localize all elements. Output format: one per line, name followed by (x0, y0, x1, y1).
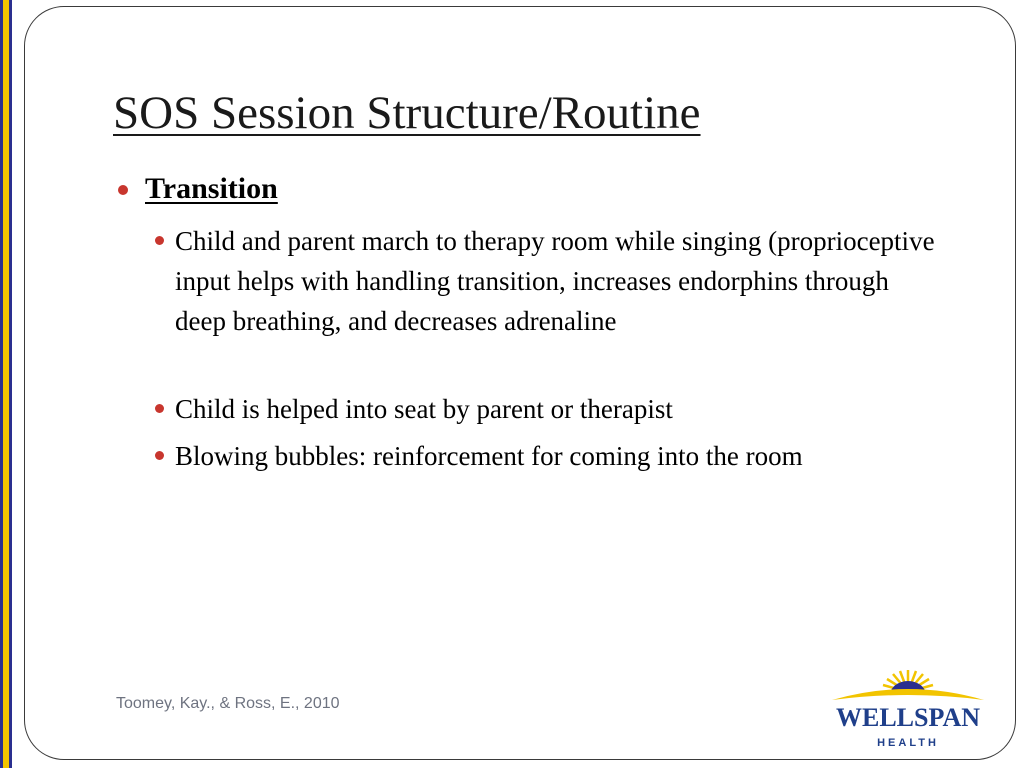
logo-name-text: WELLSPAN (836, 703, 980, 732)
sub-bullet-2 (175, 389, 935, 429)
footer-citation: Toomey, Kay., & Ross, E., 2010 (116, 695, 340, 712)
bullet-heading-text: Transition (145, 172, 278, 205)
logo-sub-text: HEALTH (877, 737, 939, 749)
slide-title: SOS Session Structure/Routine (113, 87, 701, 139)
sub-bullet-1 (175, 221, 935, 341)
sub-bullet-text: Blowing bubbles: reinforcement for coming into the room (175, 441, 803, 471)
sub-bullet-text: Child is helped into seat by parent or therapist (175, 394, 673, 424)
wellspan-logo (828, 662, 988, 750)
bullet-dot-icon (155, 404, 164, 413)
sub-bullet-3 (175, 436, 935, 476)
sub-bullet-text: Child and parent march to therapy room while singing (proprioceptive input helps with handling transition, increases endorphins through deep breathing, and decreases adrenaline (175, 226, 935, 336)
bullet-dot-icon (118, 185, 128, 195)
bullet-dot-icon (155, 236, 164, 245)
bullet-dot-icon (155, 451, 164, 460)
left-stripe-blue-inner (9, 0, 12, 768)
